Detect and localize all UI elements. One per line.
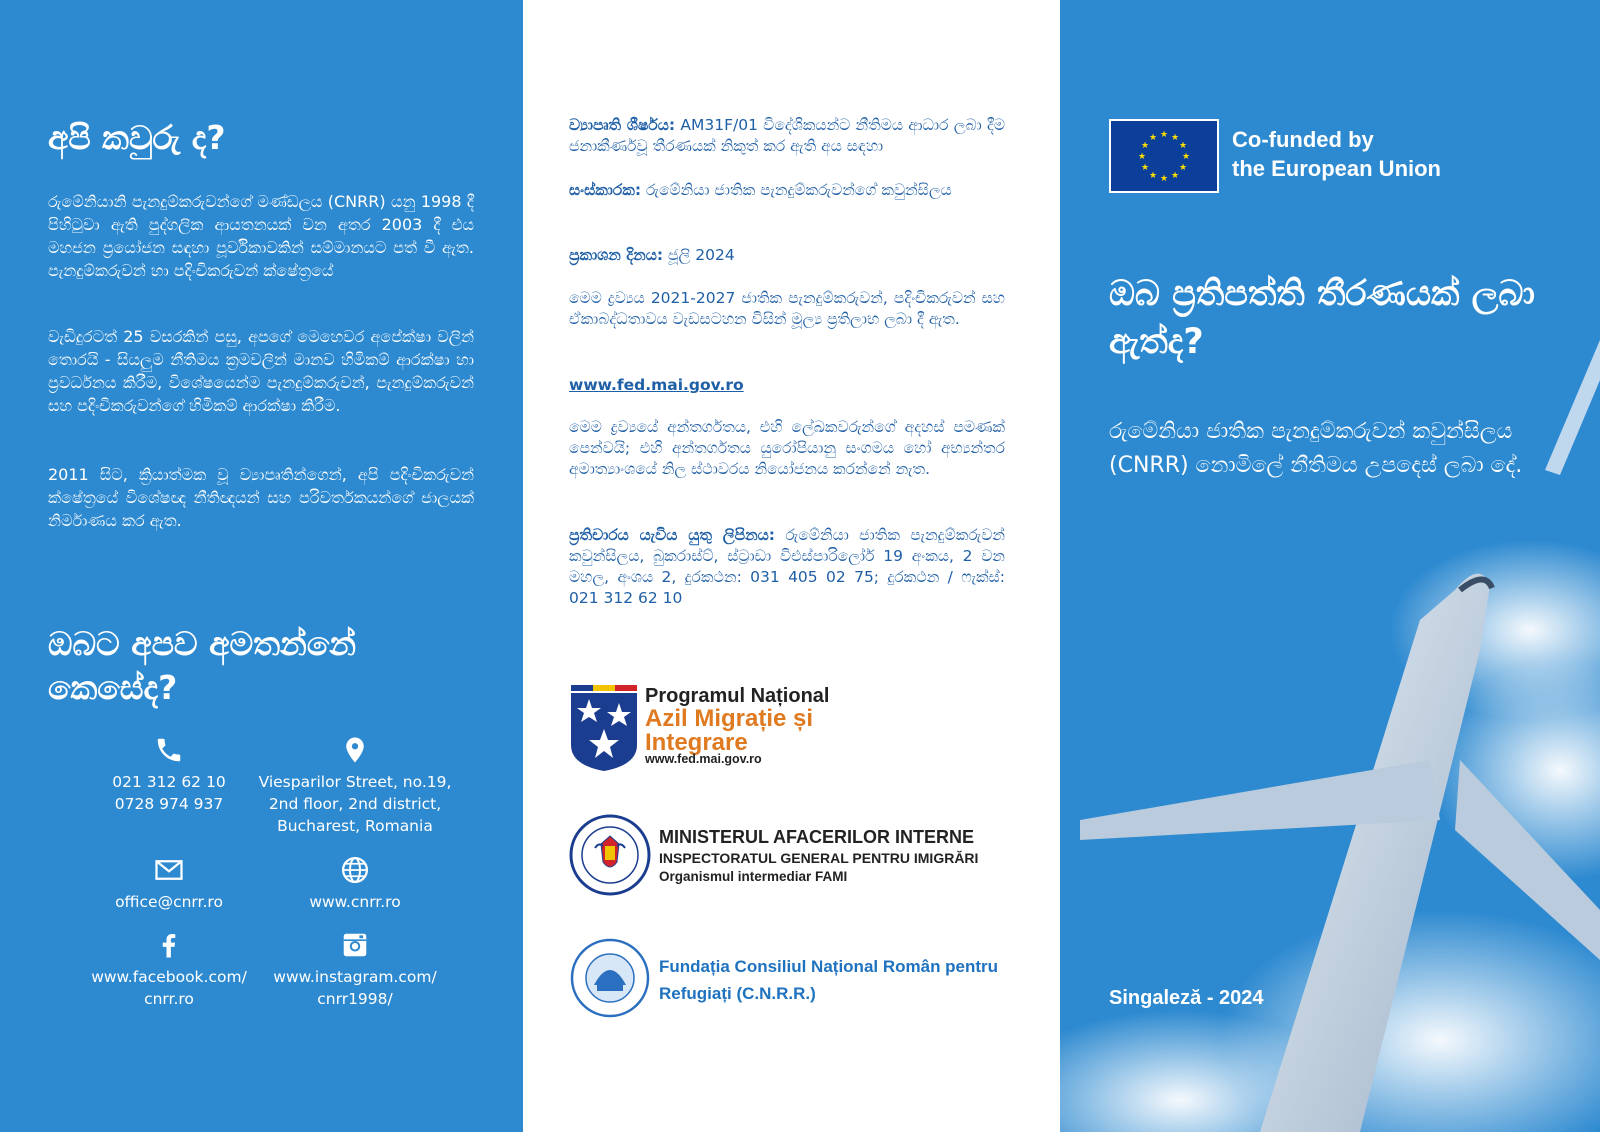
who-are-we-heading: අපි කවුරු ද?: [48, 118, 226, 157]
programul-line-2: Azil Migrație și Integrare: [645, 705, 814, 756]
svg-text:★: ★: [1170, 171, 1180, 181]
programul-line-3: www.fed.mai.gov.ro: [645, 752, 762, 766]
facebook-link-line-1[interactable]: www.facebook.com/: [91, 968, 247, 986]
ministry-line-1: MINISTERUL AFACERILOR INTERNE: [659, 827, 975, 847]
middle-panel: [523, 0, 1060, 1132]
cover-title: ඔබ ප්‍රතිපත්ති තීරණයක් ලබා ඇත්ද?: [1109, 274, 1535, 362]
eu-text-line-1: Co-funded by: [1232, 127, 1374, 152]
ministry-logo: [569, 812, 1014, 898]
about-paragraph-3: 2011 සිට, ක්‍රියාත්මක වූ ව්‍යාපෘතින්ගෙන්, අපි පදිංචිකරුවන් ක්ෂේත්‍රයේ විශේෂඥ නීතිඥයන් සහ පරිවර්තකයන්ගේ ජාලයක් නිර්මාණය කර ඇත.: [48, 465, 474, 530]
publication-date-value: ජූලි 2024: [663, 246, 735, 264]
editor: [569, 180, 1005, 201]
about-paragraph-2: වැඩිදුරටත් 25 වසරකින් පසු, අපගේ මෙහෙවර අපේක්ෂා වලින් තොරයි - සියලුම නීතිමය ක්‍රමවලින් මානව හිමිකම් ආරක්ෂා හා ප්‍රවර්ධනය කිරීම, විශේෂයෙන්ම පැනදුම්කරුවන්, පැනදුම්කරුවන් සහ පදිංචිකරුවන්ගේ හිමිකම් ආරක්ෂා කිරීම.: [48, 327, 474, 415]
svg-text:★: ★: [1140, 163, 1150, 173]
ministry-line-2: INSPECTORATUL GENERAL PENTRU IMIGRĂRI: [659, 850, 979, 866]
correspondence-address-label: ප්‍රතිචාරය යැවිය යුතු ලිපිනය:: [569, 526, 775, 544]
svg-text:★: ★: [1159, 174, 1169, 184]
government-seal-icon: [569, 814, 651, 896]
cnrr-foundation-name: Fundația Consiliul Național Român pentru Refugiați (C.N.R.R.): [659, 957, 999, 1003]
svg-text:★: ★: [1159, 130, 1169, 140]
eu-text-line-2: the European Union: [1232, 156, 1441, 181]
address-line-3: Bucharest, Romania: [277, 817, 433, 835]
funding-statement: මෙම ද්‍රව්‍යය 2021-2027 ජාතික පැනදුම්කරුවන්, පදිංචිකරුවන් සහ ඒකාබද්ධතාවය වැඩසටහන විසින් මූල්‍ය ප්‍රතිලාභ ලබා දී ඇත.: [569, 289, 1005, 328]
project-title: [569, 115, 1005, 157]
svg-text:★: ★: [1170, 133, 1180, 143]
publication-date: [569, 245, 1005, 266]
ministry-line-3: Organismul intermediar FAMI: [659, 869, 848, 884]
programul-stars-emblem: [571, 685, 639, 771]
address-line-1: Viesparilor Street, no.19,: [258, 773, 452, 791]
svg-text:★: ★: [1137, 152, 1147, 162]
about-paragraph-1: රුමේනියානි පැනදුම්කරුවන්ගේ මණ්ඩලය (CNRR) යනු 1998 දී පිහිටුවා ඇති පුද්ගලික ආයතනයක් වන අතර 2003 දී එය මහජන ප්‍රයෝජන සඳහා පූර්විකාවකින් සම්මානයට පත් වී ඇත. පැනදුම්කරුවන් හා පදිංචිකරුවන් ක්ෂේත්‍රයේ: [48, 192, 474, 280]
disclaimer: මෙම ද්‍රව්‍යයේ අන්තර්ගතය, එහි ලේඛකවරුන්ගේ අදහස් පමණක් පෙන්වයි; එහි අන්තර්ගතය යුරෝපියානු සංගමය හෝ අභ්‍යන්තර අමාත්‍යාංශයේ නිල ස්ථාවරය නියෝජනය කරන්නේ නැත.: [569, 418, 1005, 478]
phone-icon: [154, 735, 184, 765]
phone-number-1[interactable]: 021 312 62 10: [112, 773, 226, 791]
phone-number-2[interactable]: 0728 974 937: [114, 795, 224, 813]
website-link[interactable]: www.cnrr.ro: [309, 893, 401, 911]
editor-value: රුමේනියා ජාතික පැනදුම්කරුවන්ගේ කවුන්සිලය: [641, 181, 952, 199]
instagram-link-line-1[interactable]: www.instagram.com/: [273, 968, 437, 986]
contact-facebook: [69, 930, 269, 1010]
svg-text:★: ★: [1148, 133, 1158, 143]
svg-text:★: ★: [1148, 171, 1158, 181]
svg-text:★: ★: [1178, 163, 1188, 173]
correspondence-address: [569, 525, 1005, 609]
contact-address: [255, 735, 455, 837]
cover-subtitle: රුමේනියා ජාතික පැනදුම්කරුවන් කවුන්සිලය (CNRR) නොමිලේ නීතිමය උපදෙස් ලබා දේ.: [1109, 419, 1523, 478]
fed-link[interactable]: www.fed.mai.gov.ro: [569, 376, 744, 394]
correspondence-address-value: රුමේනියා ජාතික පැනදුම්කරුවන් කවුන්සිලය, බුකරාස්ට්, ස්ට්‍රාඩා විඑස්පාරිලෝර් 19 අංකය, 2 වන මහල, අංශය 2, දුරකථන: 031 405 02 75; දුරකථන / ෆැක්ස්: 021 312 62 10: [569, 526, 1005, 607]
address-line-2: 2nd floor, 2nd district,: [268, 795, 442, 813]
svg-text:★: ★: [1140, 141, 1150, 151]
instagram-icon: [340, 930, 370, 960]
project-title-value: AM31F/01 විදේශිකයන්ට නීතිමය ආධාර ලබා දීම ජනාකීර්ණවූ තීරණයක් නිකුත් කර ඇති අය සඳහා: [569, 116, 1005, 155]
contact-instagram: [255, 930, 455, 1010]
instagram-link-line-2[interactable]: cnrr1998/: [317, 990, 393, 1008]
programul-national-logo: [571, 685, 841, 775]
contact-web: [255, 855, 455, 913]
contact-us-heading: ඔබට අපව අමතන්නේ කෙසේද?: [48, 624, 357, 707]
facebook-icon: [154, 930, 184, 960]
envelope-icon: [154, 855, 184, 885]
right-panel: [1060, 0, 1600, 1132]
cnrr-round-emblem: [569, 937, 651, 1019]
globe-icon: [340, 855, 370, 885]
left-panel: [0, 0, 523, 1132]
facebook-link-line-2[interactable]: cnrr.ro: [144, 990, 194, 1008]
email-link[interactable]: office@cnrr.ro: [115, 893, 223, 911]
svg-text:★: ★: [1181, 152, 1191, 162]
eu-stars-icon: [1111, 121, 1217, 191]
contact-email: [69, 855, 269, 913]
contact-phone: [69, 735, 269, 815]
editor-label: සංස්කාරක:: [569, 181, 642, 199]
language-year-label: Singaleză - 2024: [1109, 987, 1264, 1009]
project-title-label: ව්‍යාපෘති ශීර්ෂය:: [569, 116, 676, 134]
svg-text:★: ★: [1178, 141, 1188, 151]
eu-flag: [1109, 119, 1219, 193]
location-pin-icon: [340, 735, 370, 765]
cnrr-foundation-logo: [569, 933, 1014, 1023]
publication-date-label: ප්‍රකාශන දිනය:: [569, 246, 664, 264]
eu-cofunded-text: [1232, 125, 1441, 183]
programul-line-1: Programul Național: [645, 685, 830, 707]
